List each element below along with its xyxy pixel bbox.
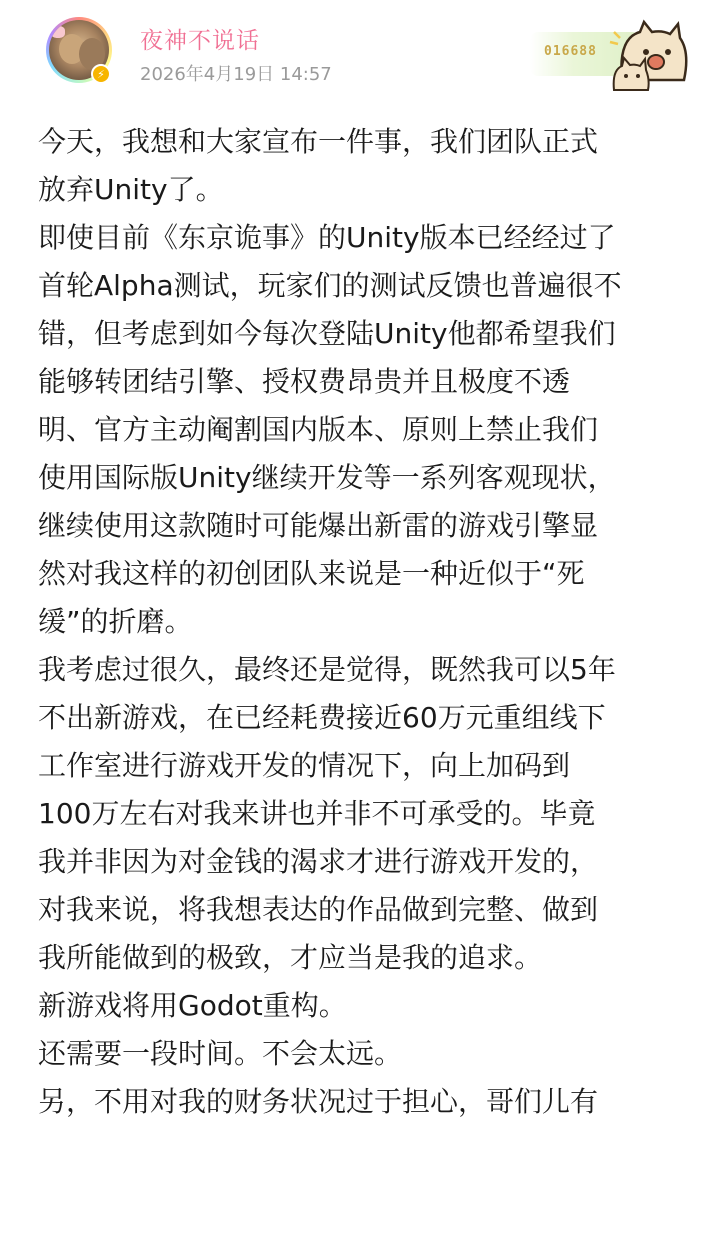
paragraph (38, 1030, 690, 1078)
username[interactable]: 夜神不说话 (140, 28, 260, 54)
cat-decoration (530, 18, 690, 92)
paragraph (38, 1078, 690, 1126)
post-timestamp: 2026年4月19日 14:57 (140, 64, 332, 85)
paragraph (38, 214, 690, 646)
text-line: 错，但考虑到如今每次登陆Unity他都希望我们 (38, 317, 616, 350)
post-header (0, 0, 720, 110)
text-line: 不出新游戏，在已经耗费接近60万元重组线下 (38, 701, 606, 734)
paragraph (38, 982, 690, 1030)
text-line: 100万左右对我来讲也并非不可承受的。毕竟 (38, 797, 596, 830)
post-content (38, 118, 690, 1126)
text-line: 我所能做到的极致，才应当是我的追求。 (38, 941, 543, 974)
decoration-number: 016688 (544, 44, 597, 59)
text-line: 我并非因为对金钱的渴求才进行游戏开发的， (38, 845, 599, 878)
verified-badge-icon: ⚡ (91, 64, 111, 84)
paragraph (38, 646, 690, 982)
text-line: 还需要一段时间。不会太远。 (38, 1037, 403, 1070)
text-line: 首轮Alpha测试，玩家们的测试反馈也普遍很不 (38, 269, 622, 302)
text-line: 能够转团结引擎、授权费昂贵并且极度不透 (38, 365, 571, 398)
text-line: 放弃Unity了。 (38, 173, 224, 206)
text-line: 对我来说，将我想表达的作品做到完整、做到 (38, 893, 599, 926)
text-line: 另，不用对我的财务状况过于担心，哥们儿有 (38, 1085, 599, 1118)
text-line: 使用国际版Unity继续开发等一系列客观现状， (38, 461, 616, 494)
text-line: 今天，我想和大家宣布一件事，我们团队正式 (38, 125, 599, 158)
text-line: 明、官方主动阉割国内版本、原则上禁止我们 (38, 413, 599, 446)
text-line: 工作室进行游戏开发的情况下，向上加码到 (38, 749, 571, 782)
text-line: 新游戏将用Godot重构。 (38, 989, 347, 1022)
text-line: 然对我这样的初创团队来说是一种近似于“死 (38, 557, 585, 590)
text-line: 即使目前《东京诡事》的Unity版本已经经过了 (38, 221, 616, 254)
paragraph (38, 118, 690, 214)
text-line: 缓”的折磨。 (38, 605, 193, 638)
text-line: 我考虑过很久，最终还是觉得，既然我可以5年 (38, 653, 616, 686)
text-line: 继续使用这款随时可能爆出新雷的游戏引擎显 (38, 509, 599, 542)
cat-decoration-icon (530, 18, 690, 92)
